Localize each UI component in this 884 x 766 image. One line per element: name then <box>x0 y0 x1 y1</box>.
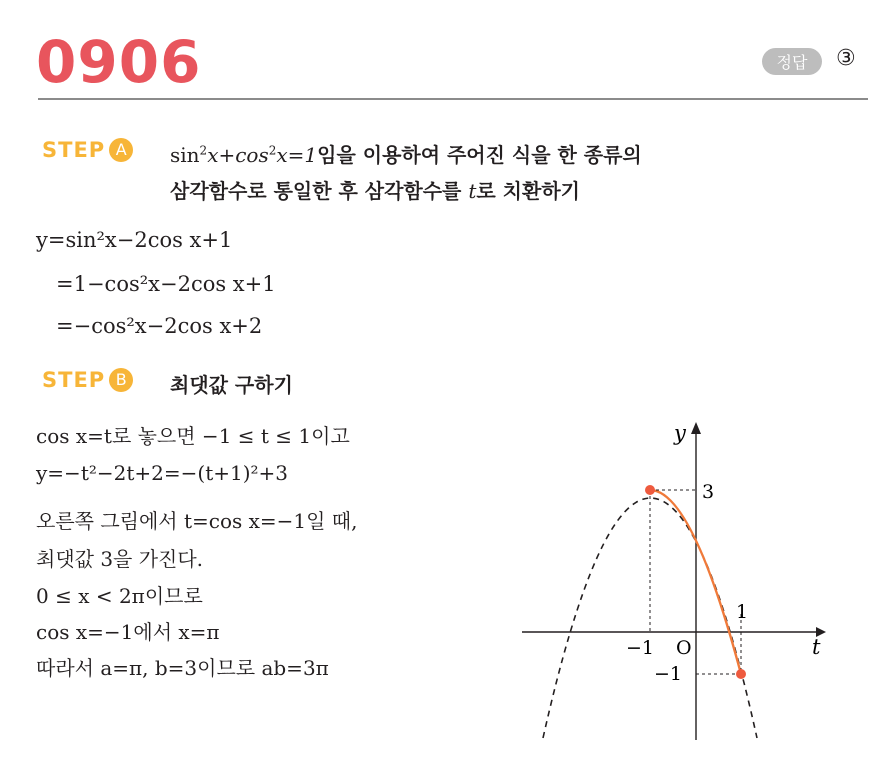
label-t-1: 1 <box>736 601 749 623</box>
step-a-title-text: 임을 이용하여 주어진 식을 한 종류의 <box>317 143 642 167</box>
label-t-neg1: −1 <box>626 637 655 659</box>
step-a-title-line2-pre: 삼각함수로 통일한 후 삼각함수를 <box>170 179 462 203</box>
end-point <box>736 669 746 679</box>
step-b-label: STEP <box>42 368 106 392</box>
solution-line: 최댓값 3을 가진다. <box>36 547 204 571</box>
parabola-graph <box>516 418 846 748</box>
origin-label: O <box>676 637 692 659</box>
max-point <box>645 485 655 495</box>
step-a-title-line1: $\sin^2x+\cos^2x=1$임을 이용하여 주어진 식을 한 종류의 <box>170 143 642 167</box>
solution-line: y=−t²−2t+2=−(t+1)²+3 <box>36 461 289 485</box>
solution-line: 오른쪽 그림에서 t=cos x=−1일 때, <box>36 509 358 533</box>
step-b-title: 최댓값 구하기 <box>170 373 293 397</box>
y-axis-label: y <box>674 421 686 445</box>
equation-line-1: y=sin²x−2cos x+1 <box>36 228 233 252</box>
step-b-heading <box>42 368 133 392</box>
step-a-badge: A <box>109 138 133 162</box>
problem-number: 0906 <box>36 28 202 96</box>
step-a-title-line2 <box>170 175 580 204</box>
solution-line: 0 ≤ x < 2π이므로 <box>36 584 203 608</box>
step-a-title-mid: x+cos <box>207 143 269 167</box>
label-y-neg1: −1 <box>654 663 683 685</box>
solution-line: 따라서 a=π, b=3이므로 ab=3π <box>36 656 329 680</box>
answer-value: ③ <box>836 46 856 71</box>
step-a-heading <box>42 138 133 162</box>
answer-badge: 정답 <box>762 48 822 75</box>
step-a-title-line2-post: 로 치환하기 <box>476 179 580 203</box>
label-3: 3 <box>702 481 715 503</box>
step-a-title-eq: x=1 <box>276 143 318 167</box>
header-divider <box>38 98 868 100</box>
solution-line: cos x=t로 놓으면 −1 ≤ t ≤ 1이고 <box>36 424 350 448</box>
step-a-label: STEP <box>42 138 106 162</box>
y-axis-arrow-icon <box>691 422 701 434</box>
step-a-title-sin: sin <box>170 143 200 167</box>
equation-line-3: =−cos²x−2cos x+2 <box>56 314 263 338</box>
solution-line: cos x=−1에서 x=π <box>36 620 220 644</box>
equation-line-2: =1−cos²x−2cos x+1 <box>56 272 276 296</box>
step-a-title-var: t <box>468 179 477 203</box>
step-b-badge: B <box>109 368 133 392</box>
t-axis-label: t <box>812 635 821 659</box>
